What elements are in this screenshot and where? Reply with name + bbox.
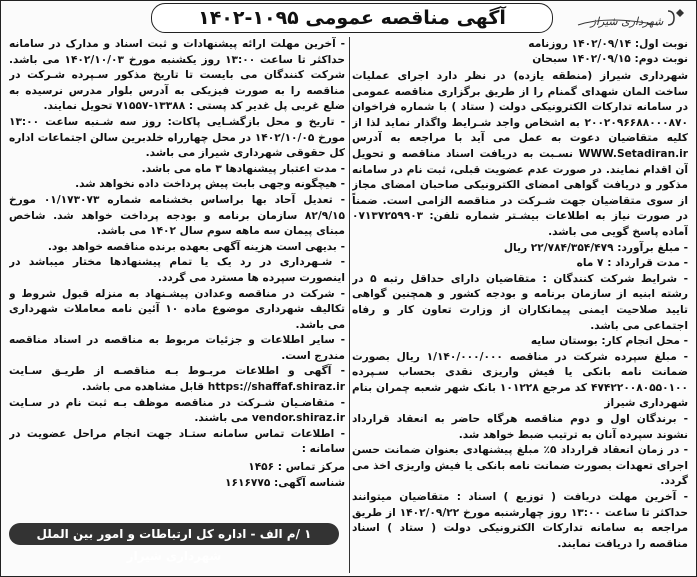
notice-title: آگهی مناقصه عمومی ۱۰۹۵-۱۴۰۲: [151, 3, 553, 33]
document-deadline: - آخرین مهلت دریافت ( توزیع ) اسناد : متقاضیان میتوانند حداکثر تا ساعت ۱۳:۰۰ روز چهارشنبه مورخ ۱۴۰۲/۰۹/۲۲ از طریق مراجعه به سامانه تدارکات الکترونیکی دولت ( ستاد ) اسناد مناقصه را دریافت نمایند.: [352, 491, 688, 550]
submission-deadline: - آخرین مهلت ارائه پیشنهادات و ثبت اسناد و مدارک در سامانه حداکثر تا ساعت ۱۳:۰۰ روز یکشنبه مورخ ۱۴۰۲/۱۰/۰۳ می باشد. شرکت کنندگان می بایست تا تاریخ مذکور سـپرده شـرکت در مناقصه را به صورت فیزیکی به آدرس بلوار مدرس نرسیده به ضلع غربی پل غدیر کد پستی : ۱۳۳۸۸-۷۱۵۵۷ تحویل نمایند.: [9, 38, 345, 113]
right-column: [352, 37, 688, 573]
column-divider: [349, 37, 350, 573]
contract-duration: - مدت قرارداد : ۷ ماه: [576, 257, 688, 270]
performance-guarantee: - در زمان انعقاد قرارداد ۵٪ مبلغ پیشنهادی بعنوان ضمانت حسن اجرای تعهدات بصورت ضمانت نامه بانکی یا فیش واریزی اخذ می گردد.: [352, 444, 688, 488]
price-adjustment: - تعدیل آحاد بها براساس بخشنامه شماره ۰۱/۱۷۳۰۷۳ مورخ ۸۲/۹/۱۵ سازمان برنامه و بودجه پرداخت خواهد شد. شاخص مبنای پیمان سه ماهه سوم سال ۱۴۰۲ می باشد.: [9, 193, 345, 238]
other-info: - سایر اطلاعات و جزئیات مربوط به مناقصه در اسناد مناقصه مندرج است.: [9, 334, 345, 362]
estimate-amount: - مبلغ برآورد: ۲۲/۷۸۴/۳۵۴/۴۷۹ ریال: [503, 241, 688, 254]
validity-period: - مدت اعتبار پیشنهادها ۳ ماه می باشد.: [141, 162, 345, 175]
deposit-amount: - مبلغ سپرده شرکت در مناقصه ۱/۱۴۰/۰۰۰/۰۰۰ ریال بصورت ضمانت نامه بانکی یا فیش واریزی نقدی بحساب سـپرده ۴۷۴۲۲۰۰۸۰۵۵۰۱۰۰ کد مرجع ۱۰۱۲۲۸ بانک شهر شعبه چمران بنام شهرداری شیراز: [352, 350, 688, 410]
participant-requirements: - شرایط شرکت کنندگان : متقاضیان دارای حداقل رتبه ۵ در رشته ابنیه از سازمان برنامه و بودجه کشور و همچنین گواهی تایید صلاحیت ایمنی پیمانکاران از وزارت تعاون کار و رفاه اجتماعی می باشد.: [352, 272, 688, 332]
shaffaf-site-info: - آگهی و اطلاعات مربـوط بـه مناقصـه از طریـق سـایت https://shaffaf.shiraz.ir قابل مشاهده می باشد.: [9, 365, 345, 394]
logo-text: شهرداری شیراز: [590, 15, 664, 28]
ad-cost-clause: - بدیهی است هزینه آگهی بعهده برنده مناقصه خواهد بود.: [47, 240, 345, 253]
left-column: [9, 37, 345, 521]
publisher-footer: ۱ /م الف - اداره کل ارتباطات و امور بین الملل شهرداری شیراز: [9, 523, 339, 545]
notice-id: شناسه آگهی: ۱۶۱۶۷۷۵: [225, 476, 345, 489]
second-publication-date: نوبت دوم: ۱۴۰۲/۰۹/۱۵ سبحان: [532, 53, 688, 65]
opening-date: - تاریخ و محل بازگشـایی پاکات: روز سه شـنبه ساعت ۱۳:۰۰ مورخ ۱۴۰۲/۱۰/۰۵ در محل چهارراه خلدبرین سالن اجتماعات اداره کل حقوقی شهرداری شیراز می باشد.: [9, 115, 345, 160]
work-location: - محل انجام کار: بوستان سایه: [530, 335, 688, 348]
setad-contact-info: - اطلاعات تماس سامانه ستـاد جهت انجام مراحل عضویت در سامانه :: [9, 427, 345, 456]
rejection-clause: - شـهرداری در رد یک یا تمام پیشنهادها مختار میباشد در اینصورت سپرده ها مسترد می گردد.: [9, 256, 345, 284]
vendor-registration: - متقاضـیان شـرکت در مناقصه موظف بـه ثبت نام در سـایت vendor.shiraz.ir می باشند.: [9, 396, 345, 425]
call-center-number: مرکز تماس : ۱۴۵۶: [248, 461, 345, 474]
intro-paragraph: شهرداری شیراز (منطقه یازده) در نظر دارد اجرای عملیات ساخت المان شهدای گمنام را از طریق برگزاری مناقصه عمومی در سامانه تدارکات الکترونیکی دولت ( ستاد ) با شماره فراخوان ۲۰۰۲۰۹۶۶۸۸۰۰۰۸۷۰ به اشخاص واجد شـرایط واگذار نماید لذا از کلیه متقاضیان دعوت به عمل می آید با مراجعه به آدرس WWW.Setadiran.ir نسـبت به دریافت اسناد مناقصه و تحویل آن اقدام نمایند. در صورت عدم عضویت قبلی، ثبت نام در سامانه مذکور و دریافت گواهی امضای الکترونیکی صاحبان امضای مجاز از سوی متقاضیان جهت شـرکت در مناقصه الزامی است. ضمناً در صورت نیاز به اطلاعات بیشـتر شماره تلفن: ۰۷۱۳۷۲۵۹۹۰۳ آماده پاسخ گویی می باشد.: [352, 70, 688, 238]
shiraz-municipality-logo: [568, 7, 688, 35]
first-publication-date: نوبت اول: ۱۴۰۲/۰۹/۱۴ روزنامه: [528, 38, 688, 50]
publication-dates: [352, 37, 688, 67]
no-prepayment: - هیچگونه وجهی بابت پیش پرداخت داده نخواهد شد.: [75, 178, 345, 191]
contact-block: [9, 460, 345, 491]
acceptance-clause: - شرکت در مناقصه وعدادن پیشـنهاد به منزله قبول شروط و تکالیف شهرداری موضوع ماده ۱۰ آئین نامه معاملات شهرداری می باشد.: [9, 287, 345, 331]
winner-forfeit-clause: - برندگان اول و دوم مناقصه هرگاه حاضر به انعقاد قرارداد نشوند سپرده آنان به ترتیب ضبط خواهد شد.: [352, 413, 688, 441]
